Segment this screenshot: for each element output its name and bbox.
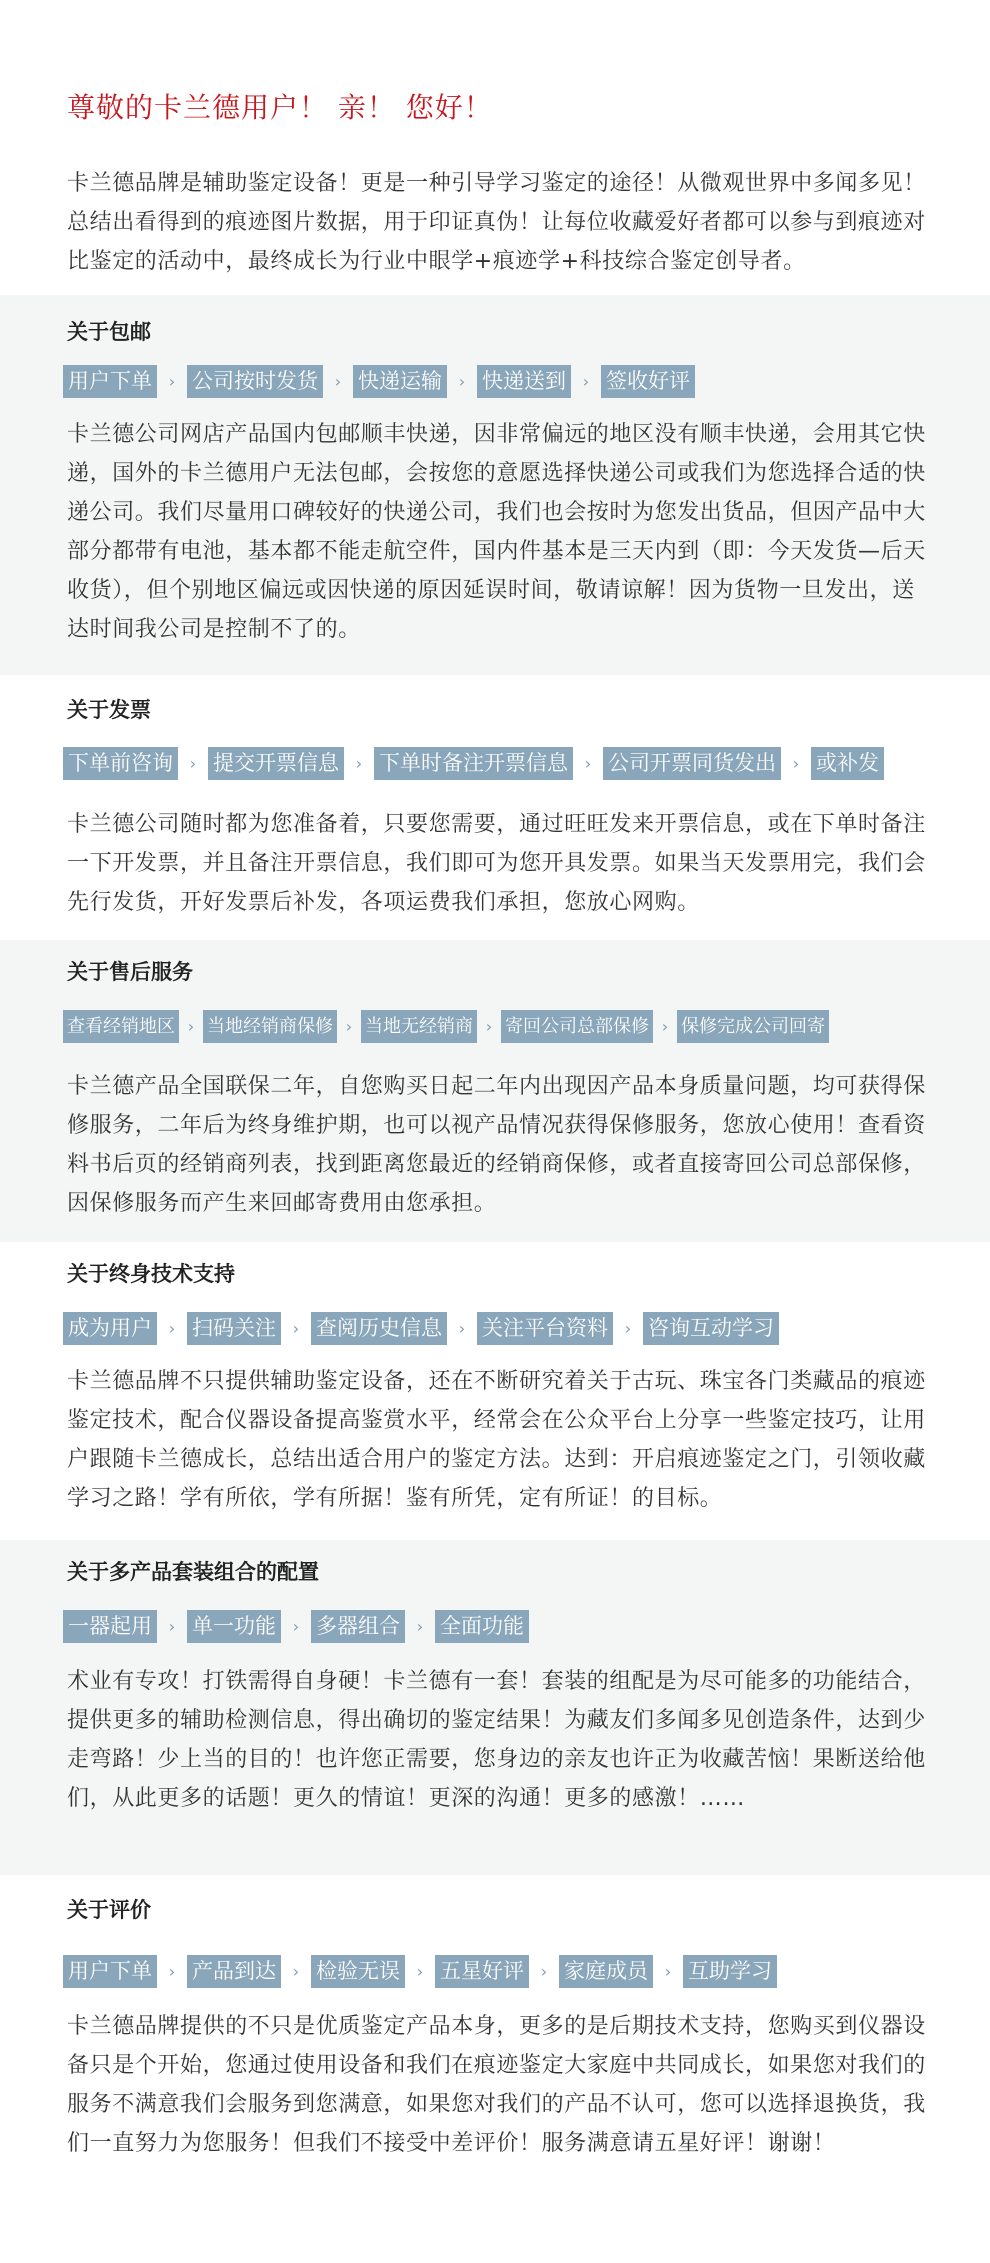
step-label: 保修完成公司回寄: [677, 1010, 829, 1043]
section-shipping: [0, 295, 990, 675]
arrow-right-icon: ›: [292, 1319, 300, 1338]
step-label: 公司按时发货: [187, 365, 323, 398]
process-steps: [63, 1955, 777, 1988]
step-label: 五星好评: [435, 1955, 529, 1988]
step-label: 扫码关注: [187, 1312, 281, 1345]
section-text: 卡兰德品牌不只提供辅助鉴定设备，还在不断研究着关于古玩、珠宝各门类藏品的痕迹鉴定技术，配合仪器设备提高鉴赏水平，经常会在公众平台上分享一些鉴定技巧，让用户跟随卡兰德成长，总结出适合用户的鉴定方法。达到：开启痕迹鉴定之门，引领收藏学习之路！学有所依，学有所据！鉴有所凭，定有所证！的目标。: [67, 1369, 926, 1511]
greeting-title: 尊敬的卡兰德用户！ 亲！ 您好！: [67, 91, 493, 124]
process-steps: [63, 365, 695, 398]
section-text: 卡兰德产品全国联保二年，自您购买日起二年内出现因产品本身质量问题，均可获得保修服务，二年后为终身维护期，也可以视产品情况获得保修服务，您放心使用！查看资料书后页的经销商列表，找到距离您最近的经销商保修，或者直接寄回公司总部保修，因保修服务而产生来回邮寄费用由您承担。: [67, 1074, 926, 1216]
arrow-right-icon: ›: [458, 372, 466, 391]
section-title: 关于包邮: [67, 320, 151, 344]
arrow-right-icon: ›: [168, 1617, 176, 1636]
section-lifetime-support: [0, 1242, 990, 1540]
process-steps: [63, 1010, 829, 1043]
section-title: 关于多产品套装组合的配置: [67, 1560, 319, 1584]
step-label: 当地无经销商: [361, 1010, 477, 1043]
arrow-right-icon: ›: [661, 1017, 669, 1036]
process-steps: [63, 1610, 529, 1643]
arrow-right-icon: ›: [334, 372, 342, 391]
intro-text: 卡兰德品牌是辅助鉴定设备！更是一种引导学习鉴定的途径！从微观世界中多闻多见！总结出看得到的痕迹图片数据，用于印证真伪！让每位收藏爱好者都可以参与到痕迹对比鉴定的活动中，最终成长为行业中眼学+痕迹学+科技综合鉴定创导者。: [67, 171, 926, 274]
section-text: 术业有专攻！打铁需得自身硬！卡兰德有一套！套装的组配是为尽可能多的功能结合，提供更多的辅助检测信息，得出确切的鉴定结果！为藏友们多闻多见创造条件，达到少走弯路！少上当的目的！也许您正需要，您身边的亲友也许正为收藏苦恼！果断送给他们，从此更多的话题！更久的情谊！更深的沟通！更多的感激！……: [67, 1669, 926, 1811]
step-label: 快递运输: [353, 365, 447, 398]
step-label: 公司开票同货发出: [603, 747, 781, 780]
arrow-right-icon: ›: [345, 1017, 353, 1036]
step-label: 一器起用: [63, 1610, 157, 1643]
arrow-right-icon: ›: [584, 754, 592, 773]
arrow-right-icon: ›: [624, 1319, 632, 1338]
section-title: 关于发票: [67, 698, 151, 722]
arrow-right-icon: ›: [168, 372, 176, 391]
arrow-right-icon: ›: [416, 1962, 424, 1981]
step-label: 查阅历史信息: [311, 1312, 447, 1345]
step-label: 多器组合: [311, 1610, 405, 1643]
arrow-right-icon: ›: [458, 1319, 466, 1338]
intro-section: [0, 0, 990, 295]
section-title: 关于终身技术支持: [67, 1262, 235, 1286]
section-after-sales: [0, 940, 990, 1242]
arrow-right-icon: ›: [187, 1017, 195, 1036]
arrow-right-icon: ›: [664, 1962, 672, 1981]
arrow-right-icon: ›: [292, 1617, 300, 1636]
arrow-right-icon: ›: [582, 372, 590, 391]
section-text: 卡兰德公司随时都为您准备着，只要您需要，通过旺旺发来开票信息，或在下单时备注一下开发票，并且备注开票信息，我们即可为您开具发票。如果当天发票用完，我们会先行发货，开好发票后补发，各项运费我们承担，您放心网购。: [67, 812, 926, 915]
step-label: 咨询互动学习: [643, 1312, 779, 1345]
section-invoice: [0, 675, 990, 940]
section-text: 卡兰德公司网店产品国内包邮顺丰快递，因非常偏远的地区没有顺丰快递，会用其它快递，国外的卡兰德用户无法包邮，会按您的意愿选择快递公司或我们为您选择合适的快递公司。我们尽量用口碑较好的快递公司，我们也会按时为您发出货品，但因产品中大部分都带有电池，基本都不能走航空件，国内件基本是三天内到（即：今天发货—后天收货），但个别地区偏远或因快递的原因延误时间，敬请谅解！因为货物一旦发出，送达时间我公司是控制不了的。: [67, 422, 926, 642]
step-label: 下单前咨询: [63, 747, 178, 780]
step-label: 家庭成员: [559, 1955, 653, 1988]
arrow-right-icon: ›: [168, 1319, 176, 1338]
step-label: 互助学习: [683, 1955, 777, 1988]
section-bundle-config: [0, 1540, 990, 1875]
step-label: 寄回公司总部保修: [501, 1010, 653, 1043]
section-text: 卡兰德品牌提供的不只是优质鉴定产品本身，更多的是后期技术支持，您购买到仪器设备只是个开始，您通过使用设备和我们在痕迹鉴定大家庭中共同成长，如果您对我们的服务不满意我们会服务到您满意，如果您对我们的产品不认可，您可以选择退换货，我们一直努力为您服务！但我们不接受中差评价！服务满意请五星好评！谢谢！: [67, 2014, 926, 2156]
step-label: 当地经销商保修: [203, 1010, 337, 1043]
step-label: 签收好评: [601, 365, 695, 398]
section-reviews: [0, 1875, 990, 2263]
arrow-right-icon: ›: [168, 1962, 176, 1981]
process-steps: [63, 747, 884, 780]
step-label: 成为用户: [63, 1312, 157, 1345]
process-steps: [63, 1312, 779, 1345]
arrow-right-icon: ›: [416, 1617, 424, 1636]
step-label: 或补发: [811, 747, 884, 780]
arrow-right-icon: ›: [540, 1962, 548, 1981]
step-label: 快递送到: [477, 365, 571, 398]
step-label: 产品到达: [187, 1955, 281, 1988]
step-label: 提交开票信息: [208, 747, 344, 780]
step-label: 单一功能: [187, 1610, 281, 1643]
arrow-right-icon: ›: [355, 754, 363, 773]
section-title: 关于评价: [67, 1898, 151, 1922]
step-label: 全面功能: [435, 1610, 529, 1643]
step-label: 查看经销地区: [63, 1010, 179, 1043]
step-label: 用户下单: [63, 365, 157, 398]
section-title: 关于售后服务: [67, 960, 193, 984]
arrow-right-icon: ›: [189, 754, 197, 773]
step-label: 下单时备注开票信息: [374, 747, 573, 780]
step-label: 检验无误: [311, 1955, 405, 1988]
step-label: 用户下单: [63, 1955, 157, 1988]
arrow-right-icon: ›: [292, 1962, 300, 1981]
arrow-right-icon: ›: [485, 1017, 493, 1036]
step-label: 关注平台资料: [477, 1312, 613, 1345]
arrow-right-icon: ›: [792, 754, 800, 773]
